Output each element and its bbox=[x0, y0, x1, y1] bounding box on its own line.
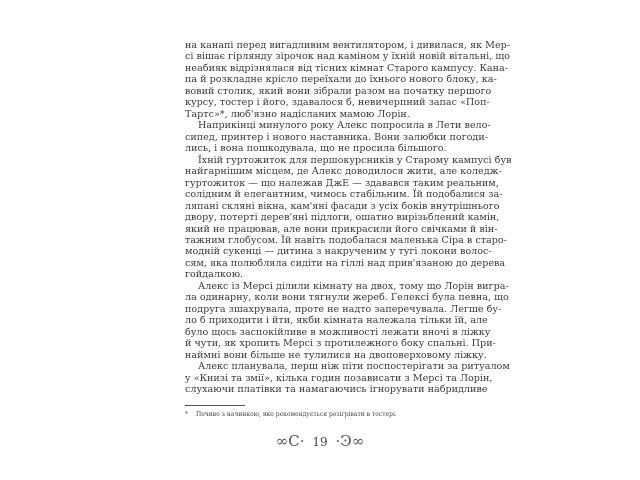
paragraph bbox=[185, 361, 510, 396]
text-line: двору, потерті дерев'яні підлоги, ошатно вирізьблений камін, bbox=[185, 212, 500, 224]
text-line: було щось заспокійливе в можливості лежати вночі в ліжку bbox=[185, 326, 491, 338]
ornament-left-icon: ∞C· bbox=[275, 432, 305, 450]
page-number-block bbox=[0, 432, 640, 450]
paragraph bbox=[185, 154, 512, 281]
text-line: на канапі перед вигадливим вентилятором, і дивилася, як Мер- bbox=[185, 40, 511, 51]
text-line: модній сукенці — дитина з накрученим у тугі локони волос- bbox=[185, 246, 492, 258]
text-line: Наприкінці минулого року Алекс попросила в Лети вело- bbox=[198, 120, 491, 132]
page-number: 19 bbox=[312, 435, 328, 449]
footnote-text: Печиво з начинкою, яке рекомендується розігрівати в тостері. bbox=[196, 411, 397, 418]
footnote-mark: * bbox=[185, 411, 188, 418]
footnote-divider bbox=[185, 405, 245, 406]
text-line: сі вішає гірлянду зірочок над каміном у їхній новій вітальні, що bbox=[185, 51, 511, 63]
text-line: слухаючи платівки та намагаючись ігнорувати набридливе bbox=[185, 384, 488, 396]
text-line: Алекс із Мерсі ділили кімнату на двох, тому що Лорін вигра- bbox=[198, 280, 509, 292]
text-line: у «Книзі та змії», кілька годин позависати з Мерсі та Лорін, bbox=[185, 372, 493, 384]
text-line: Алекс планувала, перш ніж піти поспостерігати за ритуалом bbox=[198, 361, 510, 373]
text-line: курсу, тостер і його, здавалося б, невичерпний запас «Поп- bbox=[185, 97, 490, 109]
text-line: Тартс»*, люб'язно надісланих мамою Лорін. bbox=[185, 108, 410, 120]
paragraph bbox=[185, 120, 491, 155]
text-line: наймні вони більше не тулилися на двоповерховому ліжку. bbox=[185, 349, 487, 361]
text-line: лись, і вона пошкодувала, що не просила більшого. bbox=[185, 143, 447, 155]
text-line: Їхній гуртожиток для першокурсників у Старому кампусі був bbox=[198, 154, 512, 166]
text-line: який не працював, але вони прикрасили його свічками й він- bbox=[185, 223, 498, 235]
text-line: сям, яка полюбляла сидіти на гіллі над прив'язаною до дерева bbox=[185, 257, 506, 269]
text-line: ляпані скляні вікна, кам'яні фасади з усіх боків внутрішнього bbox=[185, 200, 500, 212]
ornament-right-icon: ·Ͽ∞ bbox=[335, 432, 365, 450]
text-line: й чути, як хропить Мерсі з протилежного боку спальні. При- bbox=[185, 338, 496, 350]
text-line: тажним глобусом. Їй навіть подобалася маленька Сіра в старо- bbox=[185, 234, 507, 246]
text-line: сипед, принтер і нового наставника. Вони залюбки погоди- bbox=[185, 131, 488, 143]
text-line: солідним й елегантним, чимось стабільним. Їй подобалися за- bbox=[185, 189, 503, 201]
footnote bbox=[185, 411, 397, 418]
text-line: подруга зшахрувала, проте не надто заперечувала. Легше бу- bbox=[185, 303, 502, 315]
text-line: гойдалкою. bbox=[185, 269, 244, 281]
text-line: найгарнішим місцем, де Алекс доводилося жити, але коледж- bbox=[185, 166, 502, 178]
text-line: ла одинарну, коли вони тягнули жереб. Гелексі була певна, що bbox=[185, 292, 509, 304]
paragraph bbox=[185, 280, 509, 361]
page-body bbox=[185, 40, 512, 396]
paragraph bbox=[185, 40, 511, 120]
text-line: неабияк відрізнялася від тісних кімнат Старого кампусу. Кана- bbox=[185, 62, 509, 74]
text-line: па й розкладне крісло переїхали до їхнього нового блоку, ка- bbox=[185, 74, 497, 86]
text-line: гуртожиток — що належав ДжЕ — здавався таким реальним, bbox=[185, 177, 499, 189]
text-line: вовий столик, який вони зібрали разом на початку першого bbox=[185, 85, 492, 97]
text-line: ло б приходити і йти, якби кімната належала тільки їй, але bbox=[185, 315, 488, 327]
